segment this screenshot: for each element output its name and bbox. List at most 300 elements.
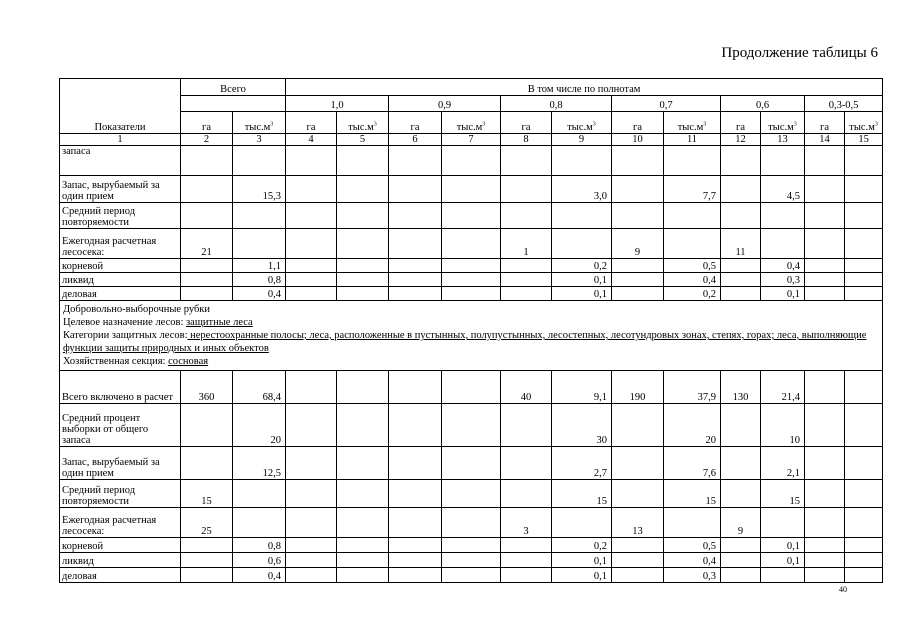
value-cell <box>286 538 337 553</box>
value-cell <box>845 447 883 480</box>
table-row <box>60 176 883 203</box>
value-cell <box>501 538 552 553</box>
value-cell <box>233 229 286 259</box>
value-cell <box>181 146 233 176</box>
value-cell <box>442 176 501 203</box>
value-cell <box>845 480 883 508</box>
value-cell: 0,1 <box>552 568 612 583</box>
value-cell <box>337 553 389 568</box>
unit-ha: га <box>721 112 761 134</box>
value-cell: 0,4 <box>233 287 286 301</box>
value-cell <box>805 553 845 568</box>
value-cell <box>612 538 664 553</box>
unit-ha: га <box>181 112 233 134</box>
value-cell <box>612 568 664 583</box>
value-cell <box>286 447 337 480</box>
forest-table <box>59 78 883 583</box>
value-cell <box>501 404 552 447</box>
value-cell <box>389 146 442 176</box>
value-cell <box>181 259 233 273</box>
value-cell <box>337 538 389 553</box>
value-cell <box>286 287 337 301</box>
table-row <box>60 404 883 447</box>
value-cell <box>286 229 337 259</box>
value-cell: 21,4 <box>761 371 805 404</box>
value-cell <box>442 447 501 480</box>
total-header: Всего <box>181 79 286 96</box>
value-cell <box>286 203 337 229</box>
categories-label: Категории защитных лесов: <box>63 330 188 341</box>
cutting-type: Добровольно-выборочные рубки <box>63 304 211 315</box>
section-info-row <box>60 301 883 371</box>
column-number: 6 <box>389 134 442 146</box>
value-cell <box>286 508 337 538</box>
value-cell <box>805 203 845 229</box>
value-cell: 3 <box>501 508 552 538</box>
value-cell: 13 <box>612 508 664 538</box>
value-cell <box>612 287 664 301</box>
value-cell <box>501 259 552 273</box>
value-cell: 0,5 <box>664 538 721 553</box>
density-header: 0,6 <box>721 96 805 112</box>
unit-ha: га <box>612 112 664 134</box>
row-label: Средний процент выборки от общего запаса <box>60 404 181 447</box>
value-cell <box>612 553 664 568</box>
column-number: 14 <box>805 134 845 146</box>
value-cell: 20 <box>233 404 286 447</box>
row-label: ликвид <box>60 273 181 287</box>
value-cell <box>845 203 883 229</box>
value-cell <box>181 273 233 287</box>
table-row <box>60 371 883 404</box>
value-cell <box>664 146 721 176</box>
value-cell <box>286 568 337 583</box>
column-number: 8 <box>501 134 552 146</box>
value-cell <box>286 404 337 447</box>
purpose-value: защитные леса <box>186 317 253 328</box>
value-cell <box>501 146 552 176</box>
value-cell: 7,6 <box>664 447 721 480</box>
column-number: 4 <box>286 134 337 146</box>
value-cell: 3,0 <box>552 176 612 203</box>
value-cell: 15 <box>552 480 612 508</box>
value-cell <box>286 259 337 273</box>
value-cell <box>181 568 233 583</box>
total-spacer <box>181 96 286 112</box>
unit-ha: га <box>501 112 552 134</box>
unit-exponent: 3 <box>373 121 377 128</box>
value-cell: 0,5 <box>664 259 721 273</box>
table-row <box>60 203 883 229</box>
unit-thousand-m3 <box>442 112 501 134</box>
value-cell <box>181 176 233 203</box>
row-label: Ежегодная расчетная лесосека: <box>60 508 181 538</box>
value-cell <box>845 287 883 301</box>
value-cell <box>389 287 442 301</box>
table-row <box>60 229 883 259</box>
row-label: корневой <box>60 538 181 553</box>
value-cell: 0,1 <box>552 287 612 301</box>
unit-label: тыс.м <box>348 122 374 133</box>
page-number: 40 <box>839 585 847 594</box>
table-caption: Продолжение таблицы 6 <box>721 45 878 61</box>
value-cell: 0,2 <box>664 287 721 301</box>
value-cell <box>286 553 337 568</box>
value-cell <box>442 203 501 229</box>
value-cell: 190 <box>612 371 664 404</box>
value-cell <box>721 553 761 568</box>
value-cell <box>664 229 721 259</box>
density-header: 0,3-0,5 <box>805 96 883 112</box>
value-cell <box>501 176 552 203</box>
section-info <box>60 301 883 371</box>
value-cell <box>721 273 761 287</box>
density-header: 0,8 <box>501 96 612 112</box>
column-numbers-row <box>60 134 883 146</box>
value-cell <box>337 273 389 287</box>
value-cell: 9 <box>721 508 761 538</box>
unit-exponent: 3 <box>592 121 596 128</box>
value-cell <box>845 568 883 583</box>
value-cell <box>552 508 612 538</box>
value-cell <box>805 447 845 480</box>
row-label: деловая <box>60 568 181 583</box>
value-cell: 0,2 <box>552 538 612 553</box>
column-number: 7 <box>442 134 501 146</box>
unit-exponent: 3 <box>874 121 878 128</box>
value-cell <box>721 203 761 229</box>
unit-label: тыс.м <box>677 122 704 133</box>
row-label: Средний период повторяемости <box>60 480 181 508</box>
value-cell: 0,3 <box>664 568 721 583</box>
value-cell <box>845 146 883 176</box>
unit-ha: га <box>389 112 442 134</box>
header-row-3 <box>60 112 883 134</box>
value-cell <box>337 447 389 480</box>
value-cell <box>337 508 389 538</box>
value-cell <box>721 176 761 203</box>
value-cell <box>721 447 761 480</box>
value-cell <box>389 508 442 538</box>
value-cell <box>181 447 233 480</box>
row-label: корневой <box>60 259 181 273</box>
value-cell <box>389 568 442 583</box>
unit-thousand-m3 <box>845 112 883 134</box>
unit-thousand-m3 <box>337 112 389 134</box>
section-line <box>63 355 879 368</box>
value-cell <box>805 538 845 553</box>
value-cell <box>805 371 845 404</box>
column-number: 15 <box>845 134 883 146</box>
table-row <box>60 447 883 480</box>
value-cell <box>337 146 389 176</box>
value-cell <box>612 404 664 447</box>
value-cell <box>501 553 552 568</box>
value-cell <box>389 371 442 404</box>
value-cell <box>612 447 664 480</box>
value-cell <box>337 203 389 229</box>
unit-label: тыс.м <box>768 122 794 133</box>
value-cell: 10 <box>761 404 805 447</box>
unit-exponent: 3 <box>482 121 486 128</box>
value-cell <box>552 203 612 229</box>
value-cell <box>389 203 442 229</box>
table-row <box>60 538 883 553</box>
value-cell <box>501 273 552 287</box>
value-cell: 40 <box>501 371 552 404</box>
value-cell <box>501 287 552 301</box>
value-cell: 0,4 <box>664 273 721 287</box>
value-cell: 0,8 <box>233 273 286 287</box>
value-cell <box>181 203 233 229</box>
value-cell <box>845 259 883 273</box>
value-cell <box>805 273 845 287</box>
value-cell: 0,1 <box>552 553 612 568</box>
value-cell: 15 <box>664 480 721 508</box>
unit-thousand-m3 <box>761 112 805 134</box>
value-cell <box>442 480 501 508</box>
value-cell: 7,7 <box>664 176 721 203</box>
value-cell <box>805 176 845 203</box>
table-row <box>60 508 883 538</box>
value-cell: 0,3 <box>761 273 805 287</box>
unit-thousand-m3 <box>664 112 721 134</box>
unit-exponent: 3 <box>270 121 274 128</box>
unit-label: тыс.м <box>567 122 593 133</box>
unit-ha: га <box>805 112 845 134</box>
column-number: 5 <box>337 134 389 146</box>
value-cell <box>845 508 883 538</box>
value-cell <box>501 447 552 480</box>
value-cell <box>442 273 501 287</box>
value-cell <box>337 229 389 259</box>
value-cell: 4,5 <box>761 176 805 203</box>
value-cell <box>845 553 883 568</box>
value-cell <box>612 203 664 229</box>
table-row <box>60 287 883 301</box>
value-cell <box>552 146 612 176</box>
value-cell: 0,1 <box>552 273 612 287</box>
value-cell <box>442 538 501 553</box>
value-cell <box>805 229 845 259</box>
header-row-2 <box>60 96 883 112</box>
purpose-label: Целевое назначение лесов: <box>63 317 187 328</box>
value-cell <box>337 568 389 583</box>
value-cell <box>181 404 233 447</box>
value-cell <box>442 287 501 301</box>
unit-ha: га <box>286 112 337 134</box>
value-cell <box>442 568 501 583</box>
value-cell <box>721 404 761 447</box>
value-cell: 0,4 <box>233 568 286 583</box>
value-cell <box>721 480 761 508</box>
value-cell <box>442 508 501 538</box>
categories-value: нерестоохранные полосы; леса, расположенные в пустынных, полупустынных, лесостепных, лесотундровых зонах, степях, горах; леса, выполняющие функции защиты природных и иных объектов <box>63 330 867 354</box>
value-cell <box>442 146 501 176</box>
column-number: 12 <box>721 134 761 146</box>
value-cell <box>442 404 501 447</box>
value-cell <box>337 480 389 508</box>
purpose-line <box>63 316 879 329</box>
value-cell: 0,1 <box>761 538 805 553</box>
value-cell: 68,4 <box>233 371 286 404</box>
value-cell <box>805 508 845 538</box>
value-cell: 360 <box>181 371 233 404</box>
value-cell: 21 <box>181 229 233 259</box>
value-cell <box>761 229 805 259</box>
unit-label: тыс.м <box>456 122 483 133</box>
value-cell <box>805 259 845 273</box>
value-cell <box>337 287 389 301</box>
value-cell <box>805 287 845 301</box>
value-cell <box>845 229 883 259</box>
value-cell <box>337 404 389 447</box>
value-cell <box>612 176 664 203</box>
value-cell <box>845 273 883 287</box>
value-cell <box>233 480 286 508</box>
value-cell <box>612 146 664 176</box>
value-cell <box>721 287 761 301</box>
value-cell: 11 <box>721 229 761 259</box>
value-cell <box>845 404 883 447</box>
unit-label: тыс.м <box>244 122 271 133</box>
row-label: Ежегодная расчетная лесосека: <box>60 229 181 259</box>
categories-line <box>63 329 879 355</box>
value-cell: 0,8 <box>233 538 286 553</box>
value-cell <box>442 229 501 259</box>
value-cell <box>805 480 845 508</box>
value-cell <box>389 480 442 508</box>
header-row-1 <box>60 79 883 96</box>
value-cell <box>389 229 442 259</box>
value-cell <box>501 203 552 229</box>
table-row <box>60 146 883 176</box>
unit-label: тыс.м <box>849 122 875 133</box>
value-cell <box>389 553 442 568</box>
value-cell: 0,2 <box>552 259 612 273</box>
column-number: 11 <box>664 134 721 146</box>
value-cell <box>664 203 721 229</box>
value-cell: 12,5 <box>233 447 286 480</box>
value-cell: 130 <box>721 371 761 404</box>
unit-thousand-m3 <box>233 112 286 134</box>
section-value: сосновая <box>168 356 209 367</box>
row-label: Средний период повторяемости <box>60 203 181 229</box>
column-number: 10 <box>612 134 664 146</box>
value-cell <box>286 176 337 203</box>
value-cell <box>612 273 664 287</box>
value-cell <box>286 371 337 404</box>
value-cell <box>845 371 883 404</box>
value-cell <box>389 447 442 480</box>
column-number: 3 <box>233 134 286 146</box>
value-cell <box>233 508 286 538</box>
value-cell <box>337 176 389 203</box>
value-cell: 37,9 <box>664 371 721 404</box>
table-row <box>60 273 883 287</box>
value-cell <box>286 146 337 176</box>
value-cell: 20 <box>664 404 721 447</box>
row-label: Запас, вырубаемый за один прием <box>60 447 181 480</box>
value-cell <box>845 176 883 203</box>
value-cell: 0,4 <box>664 553 721 568</box>
value-cell <box>761 203 805 229</box>
column-number: 13 <box>761 134 805 146</box>
value-cell: 0,4 <box>761 259 805 273</box>
value-cell <box>721 568 761 583</box>
value-cell <box>389 259 442 273</box>
value-cell <box>612 259 664 273</box>
value-cell <box>721 538 761 553</box>
value-cell <box>845 538 883 553</box>
value-cell <box>805 568 845 583</box>
value-cell: 15 <box>181 480 233 508</box>
row-label: Запас, вырубаемый за один прием <box>60 176 181 203</box>
value-cell <box>805 404 845 447</box>
including-header: В том числе по полнотам <box>286 79 883 96</box>
value-cell <box>181 538 233 553</box>
value-cell <box>233 146 286 176</box>
indicators-header: Показатели <box>60 79 181 134</box>
value-cell: 0,1 <box>761 553 805 568</box>
row-label: запаса <box>60 146 181 176</box>
value-cell <box>552 229 612 259</box>
row-label: ликвид <box>60 553 181 568</box>
value-cell <box>664 508 721 538</box>
table-row <box>60 553 883 568</box>
value-cell <box>721 146 761 176</box>
value-cell: 9 <box>612 229 664 259</box>
value-cell: 1 <box>501 229 552 259</box>
value-cell: 1,1 <box>233 259 286 273</box>
unit-exponent: 3 <box>793 121 797 128</box>
density-header: 1,0 <box>286 96 389 112</box>
row-label: Всего включено в расчет <box>60 371 181 404</box>
value-cell <box>389 538 442 553</box>
value-cell: 15 <box>761 480 805 508</box>
value-cell: 0,6 <box>233 553 286 568</box>
value-cell <box>286 480 337 508</box>
value-cell <box>389 273 442 287</box>
column-number: 1 <box>60 134 181 146</box>
unit-thousand-m3 <box>552 112 612 134</box>
table-row <box>60 568 883 583</box>
density-header: 0,7 <box>612 96 721 112</box>
value-cell <box>442 553 501 568</box>
value-cell: 15,3 <box>233 176 286 203</box>
column-number: 2 <box>181 134 233 146</box>
section-label: Хозяйственная секция: <box>63 356 169 367</box>
value-cell <box>389 404 442 447</box>
value-cell <box>761 508 805 538</box>
value-cell <box>337 371 389 404</box>
value-cell: 2,1 <box>761 447 805 480</box>
value-cell <box>181 287 233 301</box>
value-cell <box>612 480 664 508</box>
value-cell <box>286 273 337 287</box>
value-cell <box>233 203 286 229</box>
value-cell: 2,7 <box>552 447 612 480</box>
value-cell <box>721 259 761 273</box>
table-row <box>60 480 883 508</box>
value-cell: 0,1 <box>761 287 805 301</box>
value-cell <box>761 568 805 583</box>
value-cell <box>337 259 389 273</box>
value-cell <box>442 259 501 273</box>
value-cell <box>389 176 442 203</box>
value-cell: 30 <box>552 404 612 447</box>
value-cell <box>805 146 845 176</box>
